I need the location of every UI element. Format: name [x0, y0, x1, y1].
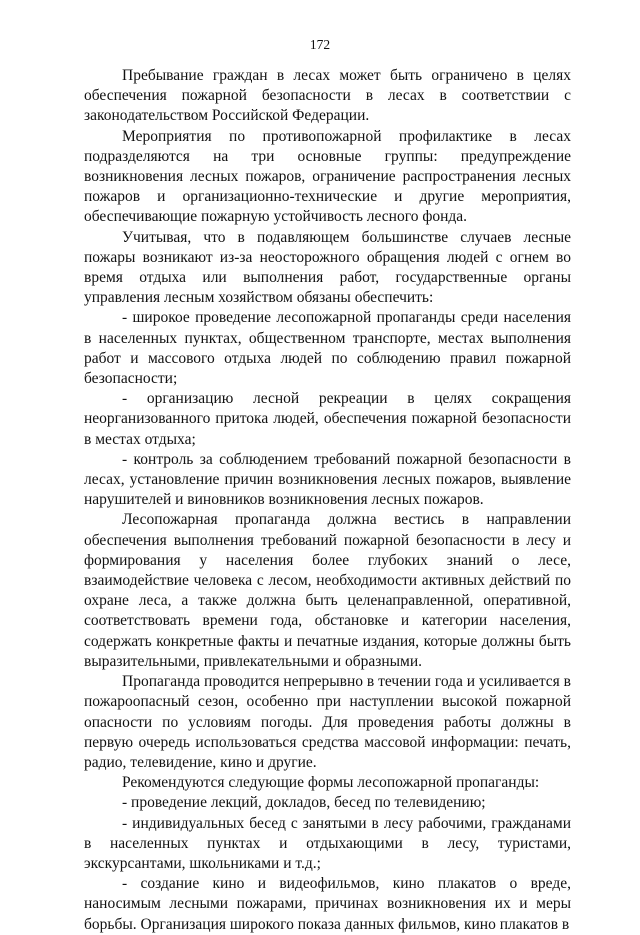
body-text	[84, 66, 571, 935]
list-item-propaganda: - широкое проведение лесопожарной пропаганды среди населения в населенных пунктах, общественном транспорте, местах выполнения работ и массового отдыха людей по соблюдению правил пожарной безопасности;	[84, 309, 571, 388]
list-item-films: - создание кино и видеофильмов, кино плакатов о вреде, наносимым лесными пожарами, причинах возникновения их и меры борьбы. Организация широкого показа данных фильмов, кино плакатов в	[84, 875, 571, 933]
page-number: 172	[309, 37, 331, 52]
paragraph-authorities-duties: Учитывая, что в подавляющем большинстве случаев лесные пожары возникают из-за неосторожного обращения людей с огнем во время отдыха или выполнения работ, государственные органы управления лесным хозяйством обязаны обеспечить:	[84, 228, 571, 307]
paragraph-propaganda-season: Пропаганда проводится непрерывно в течении года и усиливается в пожароопасный сезон, особенно при наступлении высокой пожарной опасности по условиям погоды. Для проведения работы должны в первую очередь использоваться средства массовой информации: печать, радио, телевидение, кино и другие.	[84, 673, 571, 771]
list-item-control: - контроль за соблюдением требований пожарной безопасности в лесах, установление причин возникновения лесных пожаров, выявление нарушителей и виновников возникновения лесных пожаров.	[84, 450, 571, 509]
list-item-recreation: - организацию лесной рекреации в целях сокращения неорганизованного притока людей, обеспечения пожарной безопасности в местах отдыха;	[84, 390, 571, 448]
paragraph-propaganda-goals: Лесопожарная пропаганда должна вестись в направлении обеспечения выполнения требований пожарной безопасности в лесу и формирования у населения более глубоких знаний о лесе, взаимодействие человека с лесом, необходимости активных действий по охране леса, а также должна быть целенаправленной, оперативной, соответствовать времени года, обстановке и категории населения, содержать конкретные факты и печатные издания, которые должны быть выразительными, привлекательными и образными.	[84, 511, 571, 670]
paragraph-recommended-forms: Рекомендуются следующие формы лесопожарной пропаганды:	[122, 774, 540, 792]
paragraph-prevention-groups: Мероприятия по противопожарной профилактике в лесах подразделяются на три основные группы: предупреждение возникновения лесных пожаров, ограничение распространения лесных пожаров и организационно-технические и другие мероприятия, обеспечивающие пожарную устойчивость лесного фонда.	[84, 127, 571, 226]
list-item-lectures: - проведение лекций, докладов, бесед по телевидению;	[122, 794, 486, 812]
paragraph-restriction: Пребывание граждан в лесах может быть ограничено в целях обеспечения пожарной безопасности в лесах в соответствии с законодательством Российской Федерации.	[84, 67, 571, 125]
list-item-individual-talks: - индивидуальных бесед с занятыми в лесу рабочими, гражданами в населенных пунктах и отдыхающими в лесу, туристами, экскурсантами, школьниками и т.д.;	[84, 814, 571, 872]
